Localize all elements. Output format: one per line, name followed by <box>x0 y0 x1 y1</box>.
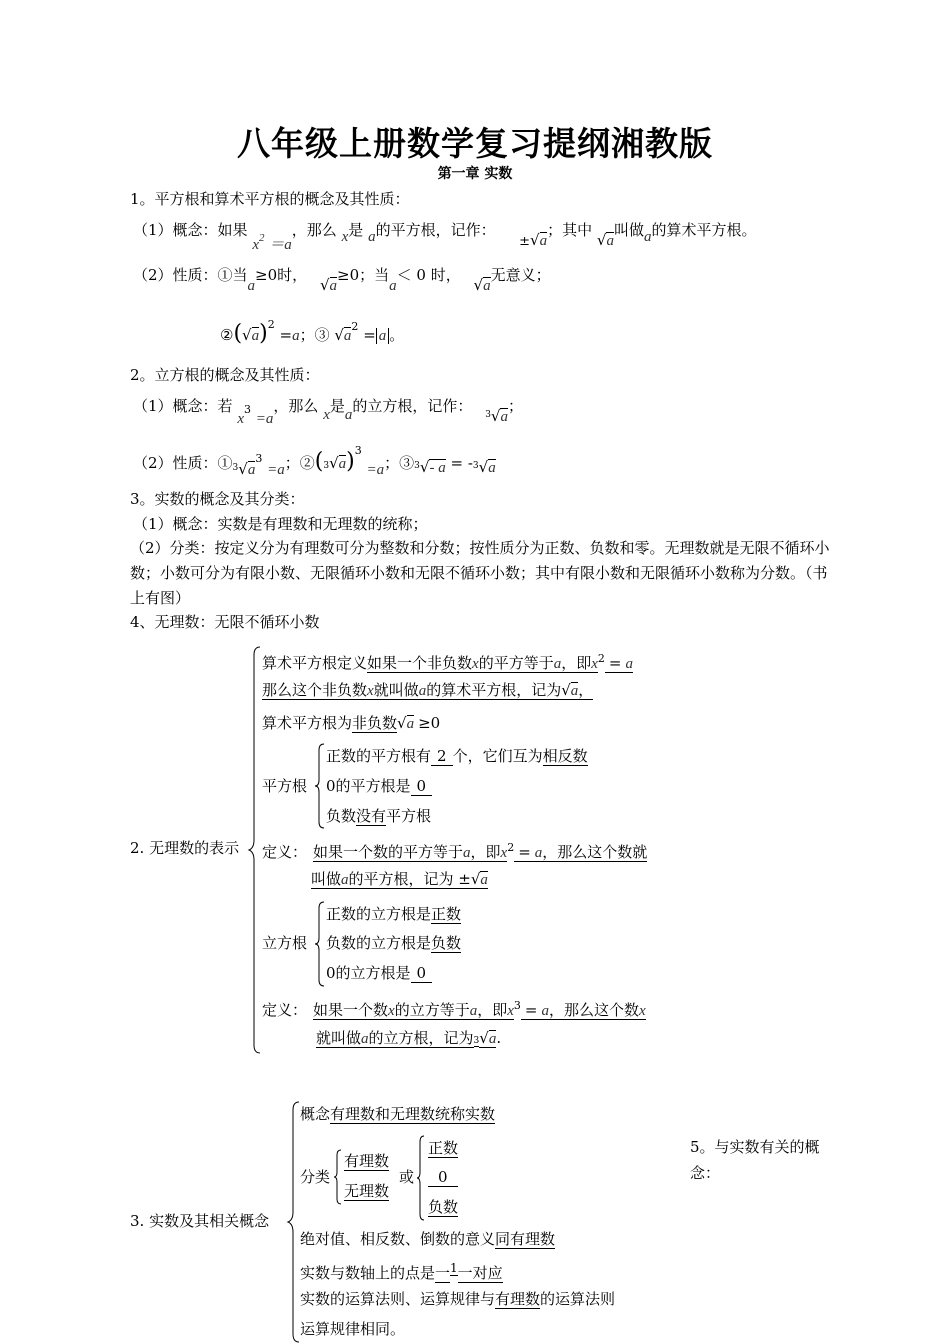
tree3-rational: 有理数 <box>344 1152 390 1170</box>
sqrt-icon: √ <box>242 326 252 344</box>
section-3-heading: 3。实数的概念及其分类： <box>130 490 305 508</box>
tree3-irrational: 无理数 <box>344 1182 390 1200</box>
tree2-main-brace <box>248 645 262 1055</box>
tree3-abs-line: 绝对值、相反数、倒数的意义同有理数 <box>300 1230 556 1248</box>
tree2-arith-def-2: 那么这个非负数x就叫做a的算术平方根，记为√a， <box>262 681 594 699</box>
tree2-cube-item-3: 0的立方根是 0 <box>326 964 432 982</box>
s3-classify: （2）分类：按定义分为有理数可分为整数和分数；按性质分为正数、负数和零。无理数就是无限不循环小数；小数可分为有限小数、无限循环小数和无限不循环小数；其中有限小数和无限循环小数称为分数。（书上有图） <box>130 539 830 607</box>
tree2-label: 2. 无理数的表示 <box>130 839 240 857</box>
tree2-arith-nonneg: 算术平方根为非负数√a ≥0 <box>262 714 441 732</box>
s2-concept-line: （1）概念：若 $x^3 =a$，那么 x是a的立方根，记作： $_3$√a； <box>133 397 523 427</box>
section-5-heading: 5。与实数有关的概念： <box>690 1138 820 1182</box>
tree3-or: 或 <box>399 1168 415 1186</box>
section-1-heading: 1。平方根和算术平方根的概念及其性质： <box>130 190 410 208</box>
tree3-positive: 正数 <box>428 1139 459 1157</box>
tree2-sq-def: 定义： 如果一个数的平方等于a，即$x^2 = a$，那么这个数就 <box>262 841 648 861</box>
sqrt-icon: √ <box>596 231 607 249</box>
tree3-classify-brace-b <box>416 1134 426 1222</box>
cube-root-icon: √ <box>329 454 339 472</box>
tree2-sq-item-1: 正数的平方根有 2 个，它们互为相反数 <box>326 747 588 765</box>
page-title: 八年级上册数学复习提纲湘教版 <box>237 124 713 163</box>
tree3-ops-line: 实数的运算法则、运算规律与有理数的运算法则 <box>300 1290 616 1308</box>
cube-root-icon: √ <box>419 458 430 476</box>
sqrt-icon: √ <box>397 714 407 732</box>
tree3-zero: 0 <box>428 1168 458 1186</box>
tree3-label: 3. 实数及其相关概念 <box>130 1212 270 1230</box>
tree2-cube-def-2: 就叫做a的立方根，记为3√a. <box>316 1029 502 1047</box>
cube-root-icon: √ <box>490 407 501 425</box>
tree3-ops-line-2: 运算规律相同。 <box>300 1320 406 1338</box>
tree2-sq-label: 平方根 <box>262 777 308 795</box>
s1-property-line: （2）性质：①当a≥0时， √a≥0；当a＜ 0 时， √a无意义； <box>133 266 551 294</box>
tree2-sq-item-2: 0的平方根是 0 <box>326 777 432 795</box>
s3-concept: （1）概念：实数是有理数和无理数的统称； <box>133 515 428 533</box>
sqrt-icon: √ <box>561 681 571 699</box>
cube-root-icon: √ <box>479 1029 489 1047</box>
section-4-heading: 4、无理数：无限不循环小数 <box>130 613 320 631</box>
cube-root-icon: √ <box>238 460 248 478</box>
sqrt-icon: √ <box>530 231 540 249</box>
sqrt-icon: √ <box>334 326 344 344</box>
tree3-classify-label: 分类 <box>300 1168 331 1186</box>
tree3-main-brace <box>287 1100 301 1344</box>
cube-root-icon: √ <box>478 458 489 476</box>
tree2-cube-item-2: 负数的立方根是负数 <box>326 934 462 952</box>
tree3-negative: 负数 <box>428 1198 459 1216</box>
tree3-axis-line: 实数与数轴上的点是一$^1$一对应 <box>300 1261 503 1282</box>
tree3-classify-brace-a <box>333 1148 343 1206</box>
tree2-cube-label: 立方根 <box>262 934 308 952</box>
tree2-arith-def: 算术平方根定义如果一个非负数x的平方等于a，即$x^2 = a$ <box>262 652 633 672</box>
tree2-cube-brace <box>314 900 326 988</box>
tree2-cube-item-1: 正数的立方根是正数 <box>326 905 462 923</box>
tree3-concept: 概念有理数和无理数统称实数 <box>300 1105 496 1123</box>
tree2-sq-def-2: 叫做a的平方根，记为 ±√a <box>311 870 488 888</box>
tree2-sq-brace <box>314 742 326 830</box>
sqrt-icon: √ <box>470 870 481 888</box>
tree2-sq-item-3: 负数没有平方根 <box>326 807 432 825</box>
chapter-title: 第一章 实数 <box>437 166 513 182</box>
s1-property-line-2: $②(√a)^2 =a$；③ $√a^2 = a$ 。 <box>220 318 405 346</box>
sqrt-icon: √ <box>319 276 330 294</box>
s1-concept-line: （1）概念：如果 $x^2 =a$，那么 x是 a的平方根，记作： ±√a；其中 √a叫做a的算术平方根。 <box>133 221 757 253</box>
section-2-heading: 2。立方根的概念及其性质： <box>130 366 320 384</box>
s2-property-line: （2）性质：$①3√a^3 =a$；$②(3√a)^3 =a$；③3√- a = -3√a <box>133 444 496 478</box>
tree2-cube-def: 定义： 如果一个数x的立方等于a，即$x^3 = a$，那么这个数x <box>262 999 646 1019</box>
sqrt-icon: √ <box>473 276 484 294</box>
